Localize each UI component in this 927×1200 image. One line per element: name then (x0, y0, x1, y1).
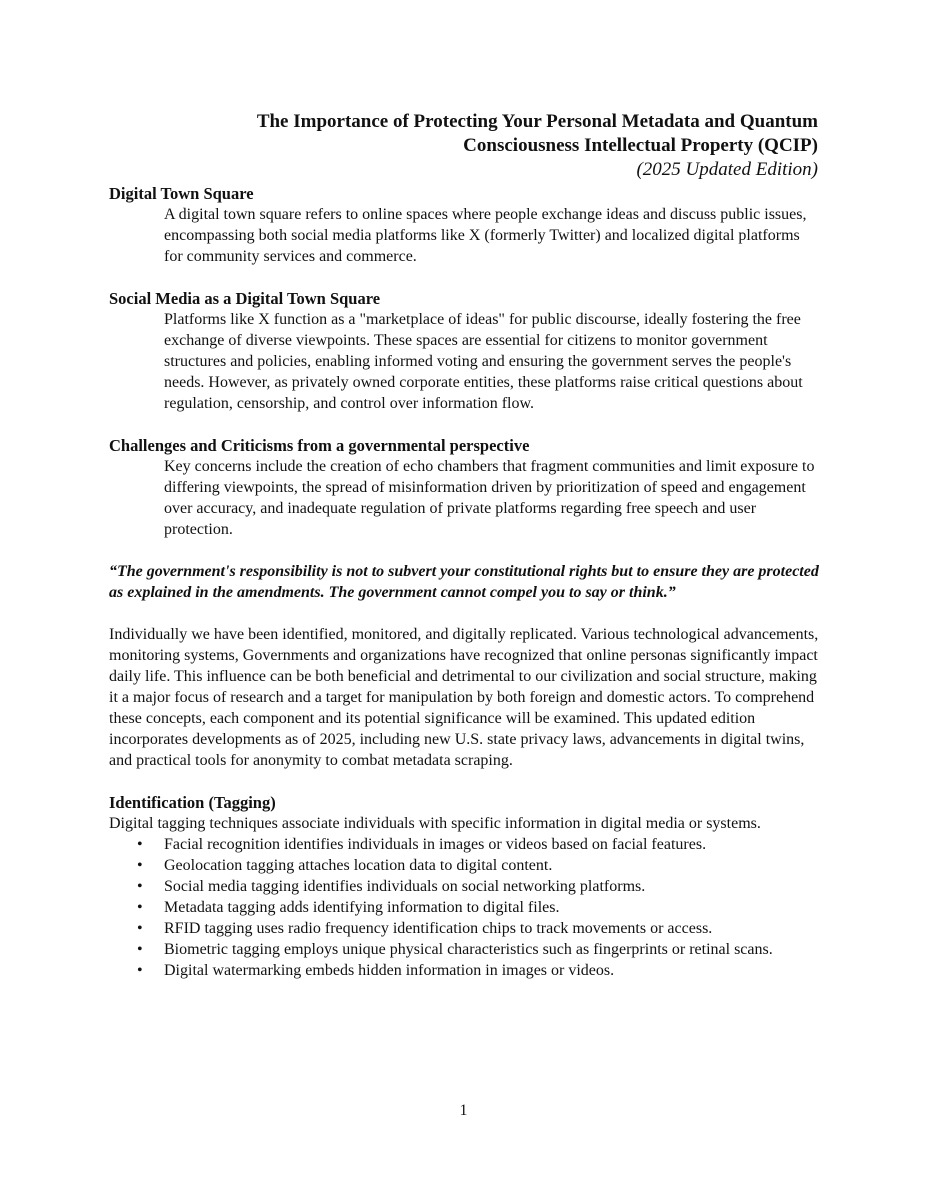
list-item-text: Biometric tagging employs unique physical characteristics such as fingerprints or retinal scans. (164, 941, 773, 958)
identification-intro: Digital tagging techniques associate individuals with specific information in digital media or systems. (109, 815, 761, 832)
section-heading-identification: Identification (Tagging) (109, 793, 276, 812)
list-item (109, 834, 821, 855)
list-item (109, 918, 821, 939)
bullet-icon: • (137, 878, 143, 895)
pull-quote: “The government's responsibility is not to subvert your constitutional rights but to ensure they are protected as explained in the amendments. The government cannot compel you to say or think.” (109, 563, 819, 601)
document-subtitle: (2025 Updated Edition) (636, 159, 818, 180)
bullet-icon: • (137, 941, 143, 958)
list-item (109, 855, 821, 876)
section-heading-challenges: Challenges and Criticisms from a governmental perspective (109, 436, 530, 455)
identification-bullet-list (109, 834, 821, 981)
list-item (109, 876, 821, 897)
list-item-text: Facial recognition identifies individuals in images or videos based on facial features. (164, 836, 707, 853)
list-item (109, 897, 821, 918)
document-title-line-1: The Importance of Protecting Your Personal Metadata and Quantum (256, 111, 818, 132)
title-block (150, 110, 818, 182)
list-item-text: Social media tagging identifies individuals on social networking platforms. (164, 878, 646, 895)
bullet-icon: • (137, 899, 143, 916)
page-number: 1 (459, 1102, 468, 1119)
section-heading-digital-town-square: Digital Town Square (109, 184, 254, 203)
bullet-icon: • (137, 920, 143, 937)
section-body-digital-town-square: A digital town square refers to online spaces where people exchange ideas and discuss public issues, encompassing both social media platforms like X (formerly Twitter) and localized digital platforms for community services and commerce. (164, 206, 807, 265)
document-title-line-2: Consciousness Intellectual Property (QCIP) (463, 135, 818, 156)
document-body (109, 183, 821, 981)
intro-paragraph: Individually we have been identified, monitored, and digitally replicated. Various technological advancements, monitoring systems, Governments and organizations have recognized that online personas significantly impact daily life. This influence can be both beneficial and detrimental to our civilization and social structure, making it a major focus of research and a target for manipulation by both foreign and domestic actors. To comprehend these concepts, each component and its potential significance will be examined. This updated edition incorporates developments as of 2025, including new U.S. state privacy laws, advancements in digital twins, and practical tools for anonymity to combat metadata scraping. (109, 626, 819, 769)
list-item-text: Digital watermarking embeds hidden information in images or videos. (164, 962, 615, 979)
list-item-text: Metadata tagging adds identifying information to digital files. (164, 899, 560, 916)
bullet-icon: • (137, 962, 143, 979)
list-item (109, 960, 821, 981)
list-item (109, 939, 821, 960)
bullet-icon: • (137, 857, 143, 874)
section-body-challenges: Key concerns include the creation of echo chambers that fragment communities and limit exposure to differing viewpoints, the spread of misinformation driven by prioritization of speed and engagement over accuracy, and inadequate regulation of private platforms regarding free speech and user protection. (164, 458, 815, 538)
list-item-text: RFID tagging uses radio frequency identification chips to track movements or access. (164, 920, 713, 937)
list-item-text: Geolocation tagging attaches location data to digital content. (164, 857, 553, 874)
section-body-social-media: Platforms like X function as a "marketplace of ideas" for public discourse, ideally fostering the free exchange of diverse viewpoints. These spaces are essential for citizens to monitor government structures and policies, enabling informed voting and ensuring the government serves the people's needs. However, as privately owned corporate entities, these platforms raise critical questions about regulation, censorship, and control over information flow. (164, 311, 803, 412)
section-heading-social-media: Social Media as a Digital Town Square (109, 289, 381, 308)
bullet-icon: • (137, 836, 143, 853)
